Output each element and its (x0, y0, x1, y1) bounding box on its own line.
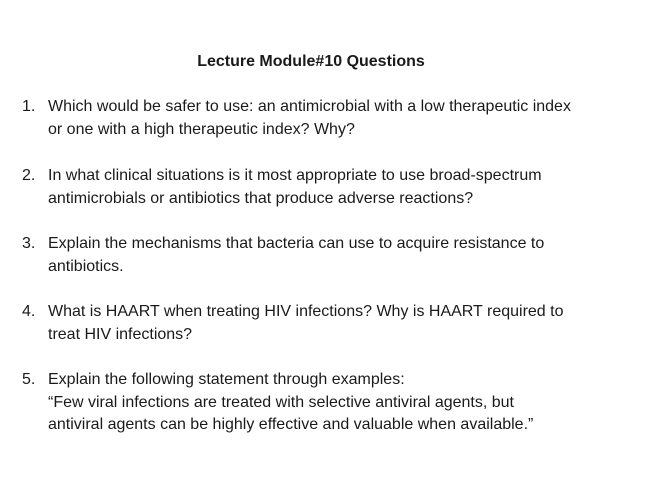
question-text (48, 165, 642, 210)
question-line: In what clinical situations is it most appropriate to use broad-spectrum (48, 167, 542, 184)
question-line: antimicrobials or antibiotics that produce adverse reactions? (48, 189, 474, 207)
question-3 (22, 233, 642, 278)
question-number: 2. (22, 167, 36, 184)
question-1 (22, 96, 642, 141)
question-text (48, 233, 642, 278)
question-text (48, 96, 642, 141)
question-4 (22, 301, 642, 346)
question-text (48, 301, 642, 346)
question-line: treat HIV infections? (48, 325, 193, 343)
question-line: antiviral agents can be highly effective and valuable when available.” (48, 416, 534, 433)
document-title: Lecture Module#10 Questions (197, 53, 425, 70)
question-number: 4. (22, 303, 36, 320)
question-line: Which would be safer to use: an antimicrobial with a low therapeutic index (48, 98, 571, 115)
question-line: Explain the following statement through examples: (48, 371, 405, 388)
question-line: What is HAART when treating HIV infections? Why is HAART required to (48, 303, 564, 320)
question-line: or one with a high therapeutic index? Why? (48, 120, 355, 138)
question-number: 5. (22, 371, 36, 388)
question-line: Explain the mechanisms that bacteria can use to acquire resistance to (48, 235, 545, 252)
question-text (48, 369, 642, 437)
question-line: antibiotics. (48, 257, 124, 275)
question-number: 1. (22, 98, 36, 115)
question-number: 3. (22, 235, 36, 252)
question-5 (22, 369, 642, 437)
question-2 (22, 165, 642, 210)
question-line: “Few viral infections are treated with selective antiviral agents, but (48, 393, 514, 411)
